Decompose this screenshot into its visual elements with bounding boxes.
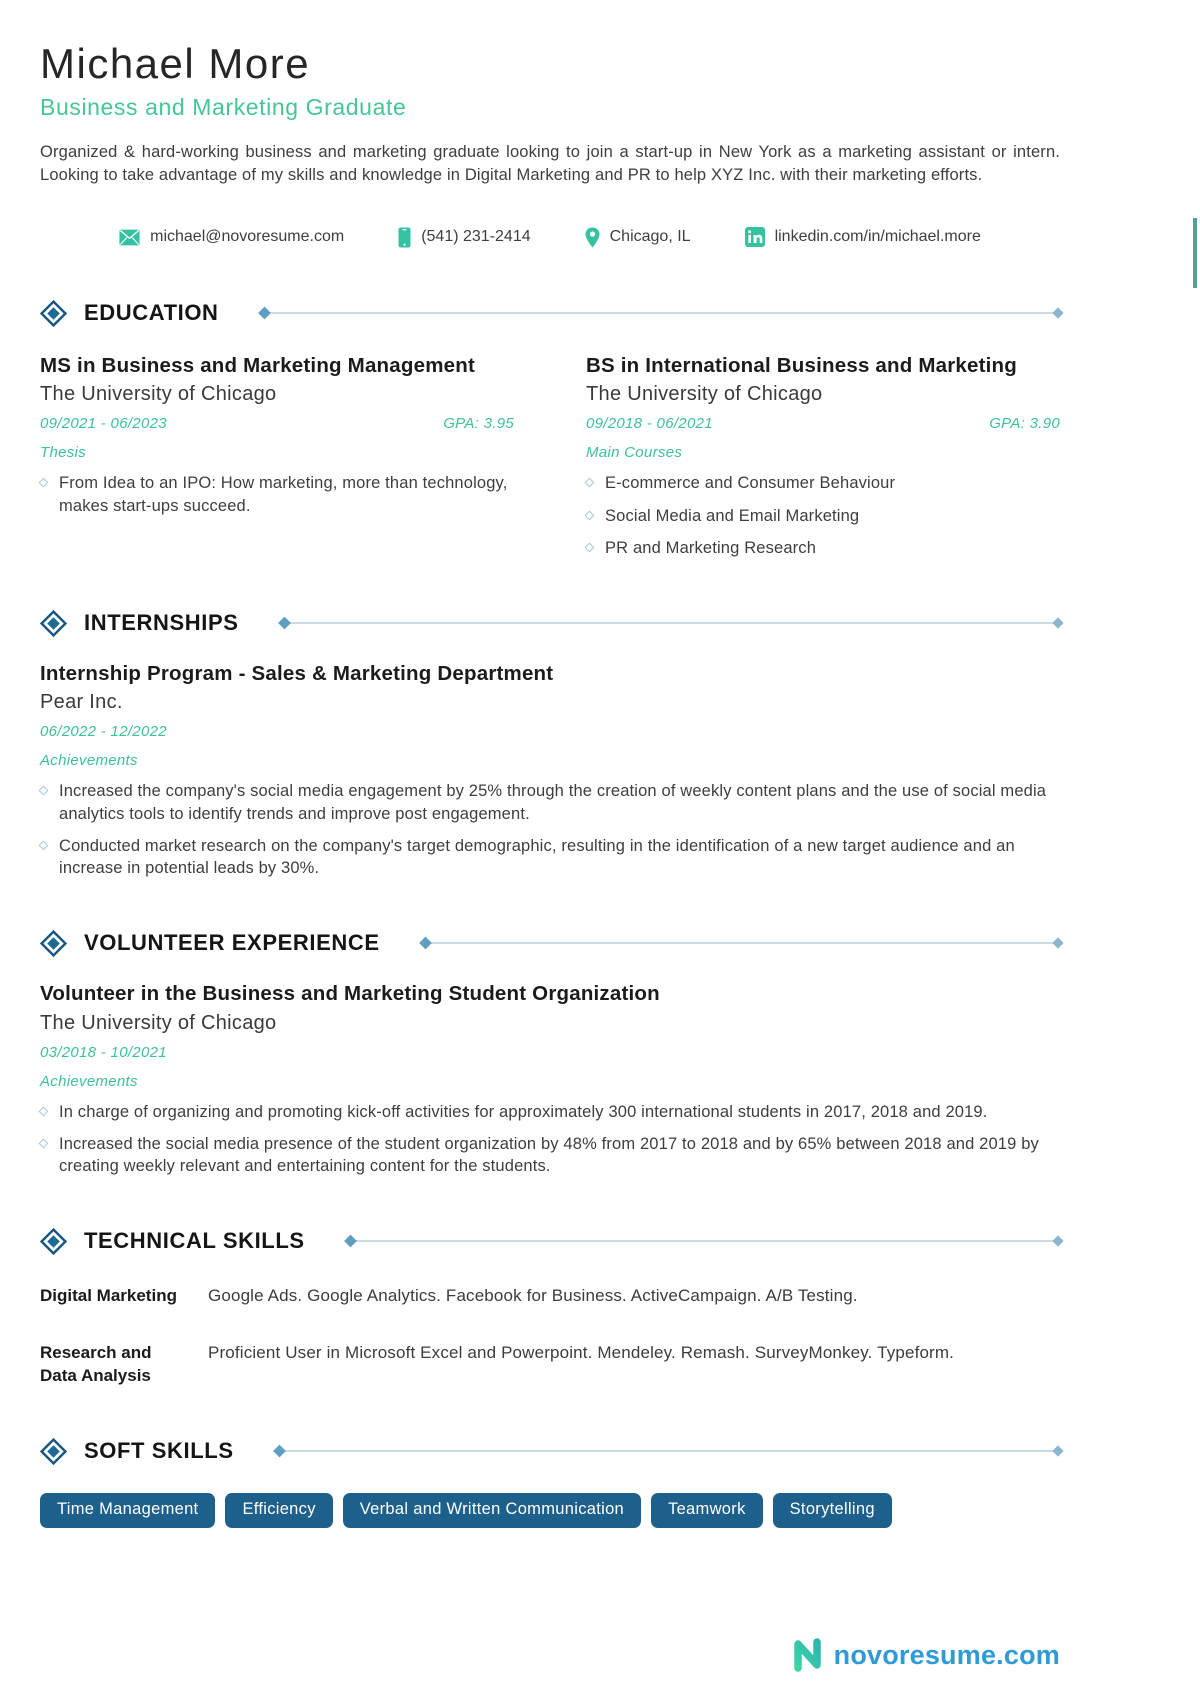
- volunteer-entry: [40, 981, 1060, 1178]
- contact-linkedin[interactable]: [745, 227, 981, 247]
- bullet-text: Increased the social media presence of the student organization by 48% from 2017 to 2018 and by 65% between 2018 and 2019 by creating weekly relevant and entertaining content for the students.: [59, 1134, 1039, 1176]
- contact-email[interactable]: [119, 228, 344, 246]
- novoresume-logo: [791, 1638, 827, 1672]
- section-rule: [348, 1240, 1060, 1242]
- technical-skills-table: [40, 1285, 1060, 1388]
- bullet-text: Increased the company's social media engagement by 25% through the creation of weekly content plans and the use of social media analytics tools to identify trends and improve post engagement.: [59, 782, 1047, 823]
- contact-phone: [398, 227, 530, 248]
- person-title: Business and Marketing Graduate: [40, 94, 407, 121]
- section-diamond-icon: [40, 610, 67, 637]
- diamond-bullet-icon: [39, 841, 49, 851]
- section-title: INTERNSHIPS: [84, 610, 239, 636]
- section-soft-skills: [40, 1438, 1060, 1528]
- role-title: Volunteer in the Business and Marketing Student Organization: [40, 981, 660, 1005]
- person-name: Michael More: [40, 40, 311, 87]
- list-item: [40, 835, 1060, 880]
- bullet-text: In charge of organizing and promoting kick-off activities for approximately 300 international students in 2017, 2018 and 2019.: [59, 1102, 988, 1121]
- education-entries: [40, 353, 1060, 560]
- skill-category: Digital Marketing: [40, 1285, 177, 1305]
- bullet-text: From Idea to an IPO: How marketing, more than technology, makes start-ups succeed.: [59, 474, 508, 515]
- section-rule: [277, 1450, 1060, 1452]
- linkedin-icon: [745, 227, 765, 247]
- gpa-value: GPA: 3.95: [443, 415, 514, 433]
- internship-entry: [40, 661, 1060, 880]
- org-name: The University of Chicago: [40, 1011, 277, 1034]
- entry-sublabel: Achievements: [40, 752, 138, 770]
- skill-category: Research and Data Analysis: [40, 1342, 152, 1385]
- bullet-text: E-commerce and Consumer Behaviour: [605, 474, 896, 493]
- section-rule: [262, 312, 1060, 314]
- date-range: 03/2018 - 10/2021: [40, 1043, 167, 1061]
- section-education: [40, 300, 1060, 560]
- school-name: The University of Chicago: [40, 383, 277, 406]
- diamond-bullet-icon: [39, 478, 49, 488]
- diamond-bullet-icon: [39, 1139, 49, 1149]
- school-name: The University of Chicago: [586, 383, 823, 406]
- section-rule: [423, 942, 1060, 944]
- entry-sublabel: Thesis: [40, 444, 86, 462]
- list-item: [40, 780, 1060, 825]
- list-item: [586, 472, 1060, 494]
- bullet-text: PR and Marketing Research: [605, 539, 817, 558]
- skill-list: Proficient User in Microsoft Excel and Powerpoint. Mendeley. Remash. SurveyMonkey. Typeform.: [208, 1342, 955, 1362]
- soft-skills-pills: [40, 1493, 1060, 1528]
- date-range: 09/2021 - 06/2023: [40, 415, 167, 433]
- contact-row: [40, 227, 1060, 248]
- brand-text: novoresume.com: [833, 1639, 1060, 1670]
- volunteer-header: [40, 930, 1060, 957]
- education-entry: [40, 353, 514, 560]
- technical-skills-header: [40, 1228, 1060, 1255]
- contact-location: [585, 227, 691, 248]
- contact-phone-value: (541) 231-2414: [421, 228, 531, 246]
- list-item: [586, 537, 1060, 559]
- section-volunteer: [40, 930, 1060, 1178]
- section-internships: [40, 610, 1060, 880]
- degree-title: BS in International Business and Marketing: [586, 353, 1018, 377]
- envelope-icon: [119, 229, 140, 246]
- summary-paragraph: Organized & hard-working business and marketing graduate looking to join a start-up in New York as a marketing assistant or intern. Looking to take advantage of my skills and knowledge in Digital Marketing and PR to help XYZ Inc. with their marketing efforts.: [40, 143, 1060, 184]
- education-entry: [586, 353, 1060, 560]
- section-technical-skills: [40, 1228, 1060, 1388]
- list-item: [40, 1101, 1060, 1123]
- bullet-text: Conducted market research on the company's target demographic, resulting in the identification of a new target audience and an increase in potential leads by 30%.: [59, 837, 1015, 878]
- section-diamond-icon: [40, 930, 67, 957]
- footer-brand[interactable]: [791, 1638, 1060, 1672]
- bullet-text: Social Media and Email Marketing: [605, 506, 860, 525]
- section-rule: [282, 622, 1060, 624]
- role-title: Internship Program - Sales & Marketing Department: [40, 661, 554, 685]
- phone-icon: [398, 227, 411, 248]
- section-diamond-icon: [40, 1438, 67, 1465]
- scrollbar-thumb[interactable]: [1193, 218, 1197, 288]
- date-range: 06/2022 - 12/2022: [40, 723, 167, 741]
- diamond-bullet-icon: [39, 786, 49, 796]
- contact-location-value: Chicago, IL: [609, 228, 691, 246]
- section-title: TECHNICAL SKILLS: [84, 1228, 305, 1254]
- section-title: EDUCATION: [84, 300, 219, 326]
- section-diamond-icon: [40, 1228, 67, 1255]
- diamond-bullet-icon: [585, 543, 595, 553]
- gpa-value: GPA: 3.90: [989, 415, 1060, 433]
- skill-pill: Time Management: [40, 1493, 215, 1528]
- internships-header: [40, 610, 1060, 637]
- skill-pill: Verbal and Written Communication: [343, 1493, 641, 1528]
- skill-list: Google Ads. Google Analytics. Facebook for Business. ActiveCampaign. A/B Testing.: [208, 1285, 858, 1305]
- entry-sublabel: Achievements: [40, 1072, 138, 1090]
- entry-sublabel: Main Courses: [586, 444, 683, 462]
- skill-pill: Efficiency: [225, 1493, 332, 1528]
- contact-linkedin-value: linkedin.com/in/michael.more: [774, 228, 981, 246]
- list-item: [40, 472, 514, 517]
- list-item: [586, 505, 1060, 527]
- list-item: [40, 1133, 1060, 1178]
- skill-pill: Storytelling: [773, 1493, 892, 1528]
- date-range: 09/2018 - 06/2021: [586, 415, 713, 433]
- diamond-bullet-icon: [585, 510, 595, 520]
- section-title: SOFT SKILLS: [84, 1438, 234, 1464]
- section-title: VOLUNTEER EXPERIENCE: [84, 930, 380, 956]
- education-header: [40, 300, 1060, 327]
- section-diamond-icon: [40, 300, 67, 327]
- skill-pill: Teamwork: [651, 1493, 763, 1528]
- degree-title: MS in Business and Marketing Management: [40, 353, 475, 377]
- soft-skills-header: [40, 1438, 1060, 1465]
- diamond-bullet-icon: [39, 1106, 49, 1116]
- location-pin-icon: [585, 227, 600, 248]
- contact-email-value: michael@novoresume.com: [150, 228, 345, 246]
- company-name: Pear Inc.: [40, 691, 123, 714]
- diamond-bullet-icon: [585, 478, 595, 488]
